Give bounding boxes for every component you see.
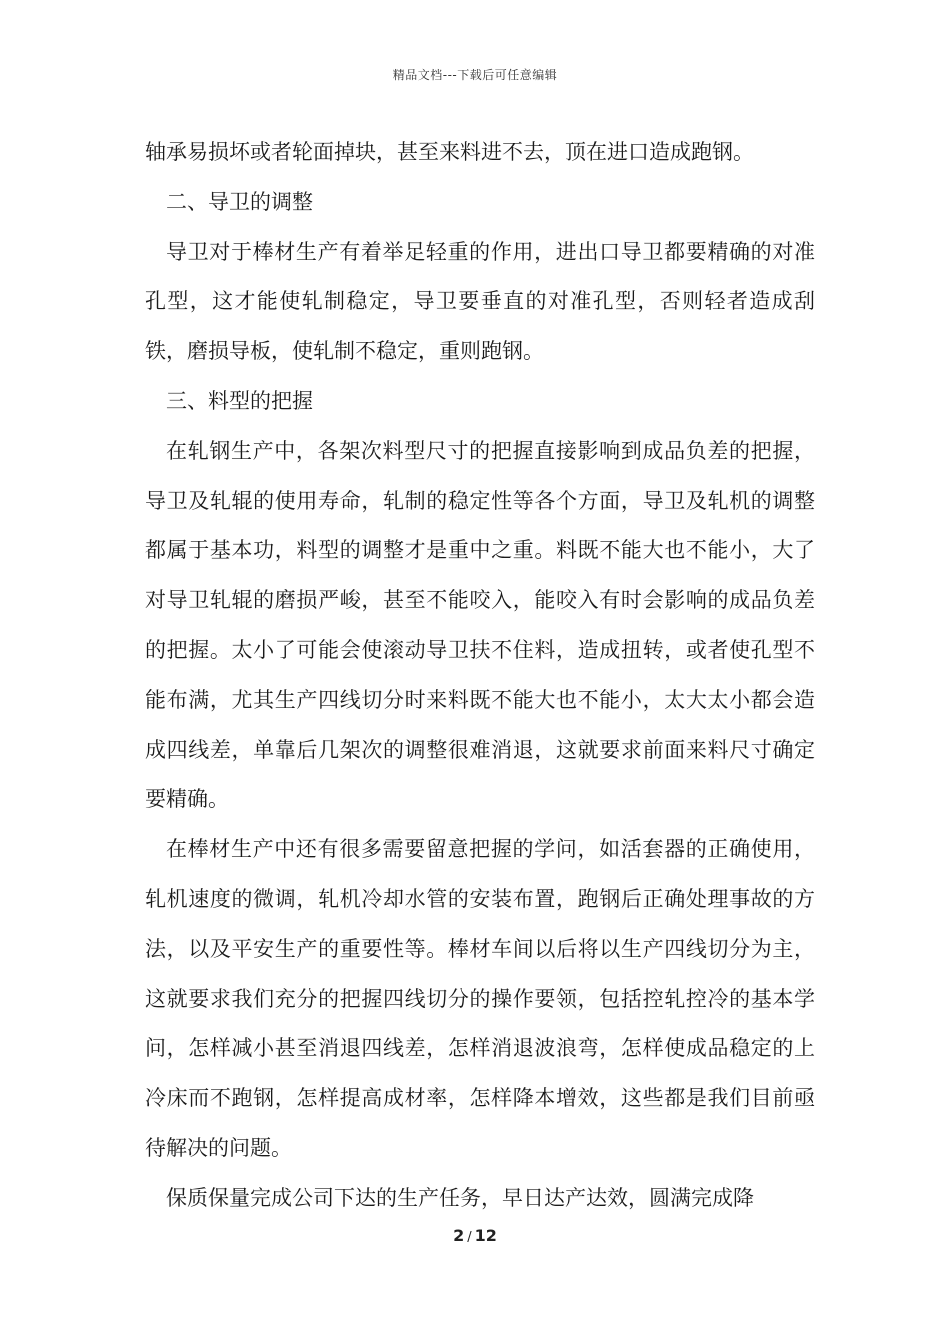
- paragraph-knowledge: 在棒材生产中还有很多需要留意把握的学问，如活套器的正确使用，轧机速度的微调，轧机冷却水管的安装布置，跑钢后正确处理事故的方法，以及平安生产的重要性等。棒材车间以后将以生产四线切分为主，这就要求我们充分的把握四线切分的操作要领，包括控轧控冷的基本学问，怎样减小甚至消退四线差，怎样消退波浪弯，怎样使成品稳定的上冷床而不跑钢，怎样提高成材率，怎样降本增效，这些都是我们目前亟待解决的问题。: [145, 837, 815, 1160]
- page-separator: /: [467, 1230, 472, 1245]
- section-heading-guide: 二、导卫的调整: [166, 189, 313, 214]
- current-page-number: 2: [453, 1226, 465, 1245]
- document-body: [145, 128, 815, 1224]
- page-header: 精品文档---下载后可任意编辑: [392, 68, 558, 82]
- paragraph-stock-shape: 在轧钢生产中，各架次料型尺寸的把握直接影响到成品负差的把握，导卫及轧辊的使用寿命，轧制的稳定性等各个方面，导卫及轧机的调整都属于基本功，料型的调整才是重中之重。料既不能大也不能小，大了对导卫轧辊的磨损严峻，甚至不能咬入，能咬入有时会影响的成品负差的把握。太小了可能会使滚动导卫扶不住料，造成扭转，或者使孔型不能布满，尤其生产四线切分时来料既不能大也不能小，太大太小都会造成四线差，单靠后几架次的调整很难消退，这就要求前面来料尺寸确定要精确。: [145, 438, 815, 812]
- paragraph-guide-adjustment: 导卫对于棒材生产有着举足轻重的作用，进出口导卫都要精确的对准孔型，这才能使轧制稳定，导卫要垂直的对准孔型，否则轻者造成刮铁，磨损导板，使轧制不稳定，重则跑钢。: [145, 239, 815, 364]
- page-number: [0, 1226, 950, 1245]
- section-heading-stock-shape: 三、料型的把握: [166, 388, 313, 413]
- total-pages-number: 12: [474, 1226, 497, 1245]
- paragraph-tasks: 保质保量完成公司下达的生产任务，早日达产达效，圆满完成降: [166, 1185, 754, 1210]
- paragraph-continuation: 轴承易损坏或者轮面掉块，甚至来料进不去，顶在进口造成跑钢。: [145, 140, 754, 164]
